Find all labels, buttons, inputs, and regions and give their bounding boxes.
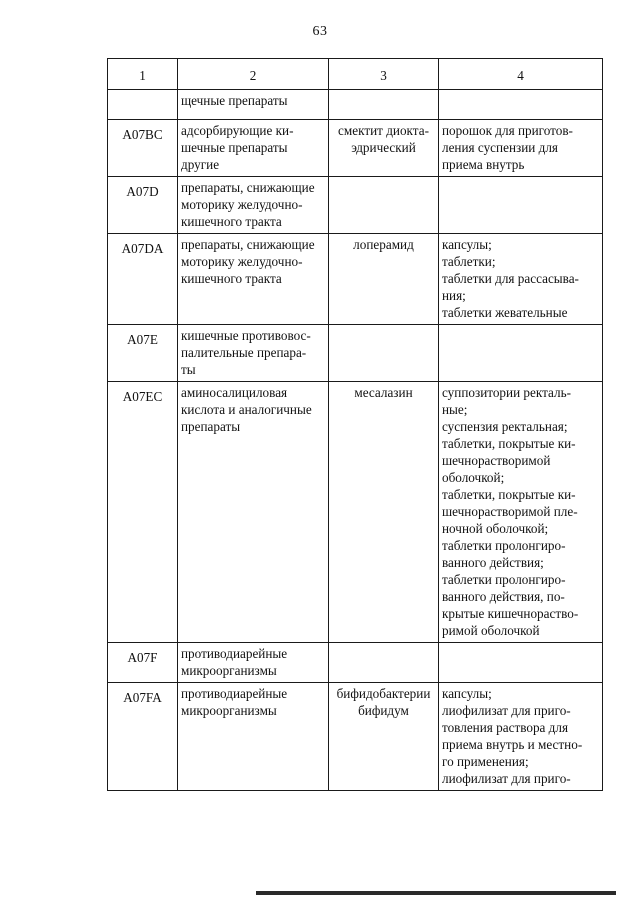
column-header-2: 2: [178, 59, 329, 90]
table-row: [108, 683, 603, 791]
group-name-cell: [178, 177, 329, 234]
cell-line: противодиарейные: [181, 686, 288, 701]
drug-name-cell: [329, 234, 439, 325]
atc-code-cell: A07E: [108, 325, 178, 382]
cell-line: смектит диокта-: [338, 123, 429, 138]
table-row: [108, 90, 603, 120]
dosage-form-cell: [439, 90, 603, 120]
cell-line: кишечные противовос-: [181, 328, 311, 343]
cell-line: приема внутрь: [442, 157, 525, 172]
dosage-form-cell: [439, 234, 603, 325]
cell-line: таблетки пролонгиро-: [442, 572, 566, 587]
cell-line: щечные препараты: [181, 93, 288, 108]
cell-line: ночной оболочкой;: [442, 521, 549, 536]
group-name-cell: [178, 643, 329, 683]
dosage-form-cell: [439, 643, 603, 683]
cell-line: лиофилизат для приго-: [442, 771, 571, 786]
cell-line: препараты, снижающие: [181, 180, 315, 195]
cell-line: суппозитории ректаль-: [442, 385, 571, 400]
cell-line: моторику желудочно-: [181, 197, 303, 212]
group-name-cell: [178, 234, 329, 325]
dosage-form-cell: [439, 120, 603, 177]
cell-line: бифидум: [358, 703, 409, 718]
cell-line: ления суспензии для: [442, 140, 558, 155]
dosage-form-cell: [439, 683, 603, 791]
drug-name-cell: [329, 120, 439, 177]
medication-table: [107, 58, 603, 791]
cell-line: препараты: [181, 419, 241, 434]
table-row: [108, 234, 603, 325]
atc-code-cell: A07F: [108, 643, 178, 683]
page-number: 63: [312, 24, 328, 39]
drug-name-cell: [329, 177, 439, 234]
cell-line: кишечного тракта: [181, 271, 282, 286]
cell-line: римой оболочкой: [442, 623, 540, 638]
cell-line: лиофилизат для приго-: [442, 703, 571, 718]
cell-line: шечнорастворимой: [442, 453, 551, 468]
cell-line: ванного действия;: [442, 555, 544, 570]
cell-line: бифидобактерии: [336, 686, 431, 701]
drug-name-cell: [329, 683, 439, 791]
cell-line: лоперамид: [353, 237, 414, 252]
cell-line: таблетки пролонгиро-: [442, 538, 566, 553]
column-header-1: 1: [108, 59, 178, 90]
cell-line: препараты, снижающие: [181, 237, 315, 252]
cell-line: палительные препара-: [181, 345, 307, 360]
cell-line: эдрический: [351, 140, 416, 155]
cell-line: кислота и аналогичные: [181, 402, 312, 417]
cell-line: ния;: [442, 288, 466, 303]
cell-line: приема внутрь и местно-: [442, 737, 583, 752]
cell-line: таблетки для рассасыва-: [442, 271, 579, 286]
cell-line: порошок для приготов-: [442, 123, 573, 138]
cell-line: го применения;: [442, 754, 529, 769]
table-body: [108, 90, 603, 791]
atc-code-cell: A07DA: [108, 234, 178, 325]
cell-line: ты: [181, 362, 196, 377]
cell-line: кишечного тракта: [181, 214, 282, 229]
cell-line: микроорганизмы: [181, 663, 277, 678]
table-row: [108, 120, 603, 177]
cell-line: противодиарейные: [181, 646, 288, 661]
cell-line: адсорбирующие ки-: [181, 123, 294, 138]
cell-line: таблетки, покрытые ки-: [442, 436, 576, 451]
dosage-form-cell: [439, 382, 603, 643]
drug-name-cell: [329, 643, 439, 683]
dosage-form-cell: [439, 177, 603, 234]
cell-line: ные;: [442, 402, 468, 417]
dosage-form-cell: [439, 325, 603, 382]
cell-line: шечные препараты: [181, 140, 288, 155]
drug-name-cell: [329, 90, 439, 120]
column-header-4: 4: [439, 59, 603, 90]
table-row: [108, 325, 603, 382]
cell-line: микроорганизмы: [181, 703, 277, 718]
table-row: [108, 177, 603, 234]
drug-name-cell: [329, 325, 439, 382]
cell-line: месалазин: [354, 385, 413, 400]
group-name-cell: [178, 325, 329, 382]
group-name-cell: [178, 683, 329, 791]
cell-line: таблетки;: [442, 254, 496, 269]
cell-line: другие: [181, 157, 220, 172]
bottom-rule: [256, 891, 616, 895]
column-header-3: 3: [329, 59, 439, 90]
cell-line: суспензия ректальная;: [442, 419, 568, 434]
table-row: [108, 643, 603, 683]
atc-code-cell: A07EC: [108, 382, 178, 643]
cell-line: капсулы;: [442, 237, 492, 252]
cell-line: крытые кишечнораство-: [442, 606, 579, 621]
cell-line: оболочкой;: [442, 470, 505, 485]
cell-line: моторику желудочно-: [181, 254, 303, 269]
atc-code-cell: A07BC: [108, 120, 178, 177]
header-row: [108, 59, 603, 90]
group-name-cell: [178, 382, 329, 643]
atc-code-cell: [108, 90, 178, 120]
cell-line: таблетки, покрытые ки-: [442, 487, 576, 502]
table-row: [108, 382, 603, 643]
atc-code-cell: A07D: [108, 177, 178, 234]
group-name-cell: [178, 120, 329, 177]
cell-line: таблетки жевательные: [442, 305, 568, 320]
cell-line: аминосалициловая: [181, 385, 288, 400]
cell-line: капсулы;: [442, 686, 492, 701]
drug-name-cell: [329, 382, 439, 643]
group-name-cell: [178, 90, 329, 120]
cell-line: ванного действия, по-: [442, 589, 565, 604]
cell-line: шечнорастворимой пле-: [442, 504, 578, 519]
atc-code-cell: A07FA: [108, 683, 178, 791]
cell-line: товления раствора для: [442, 720, 569, 735]
